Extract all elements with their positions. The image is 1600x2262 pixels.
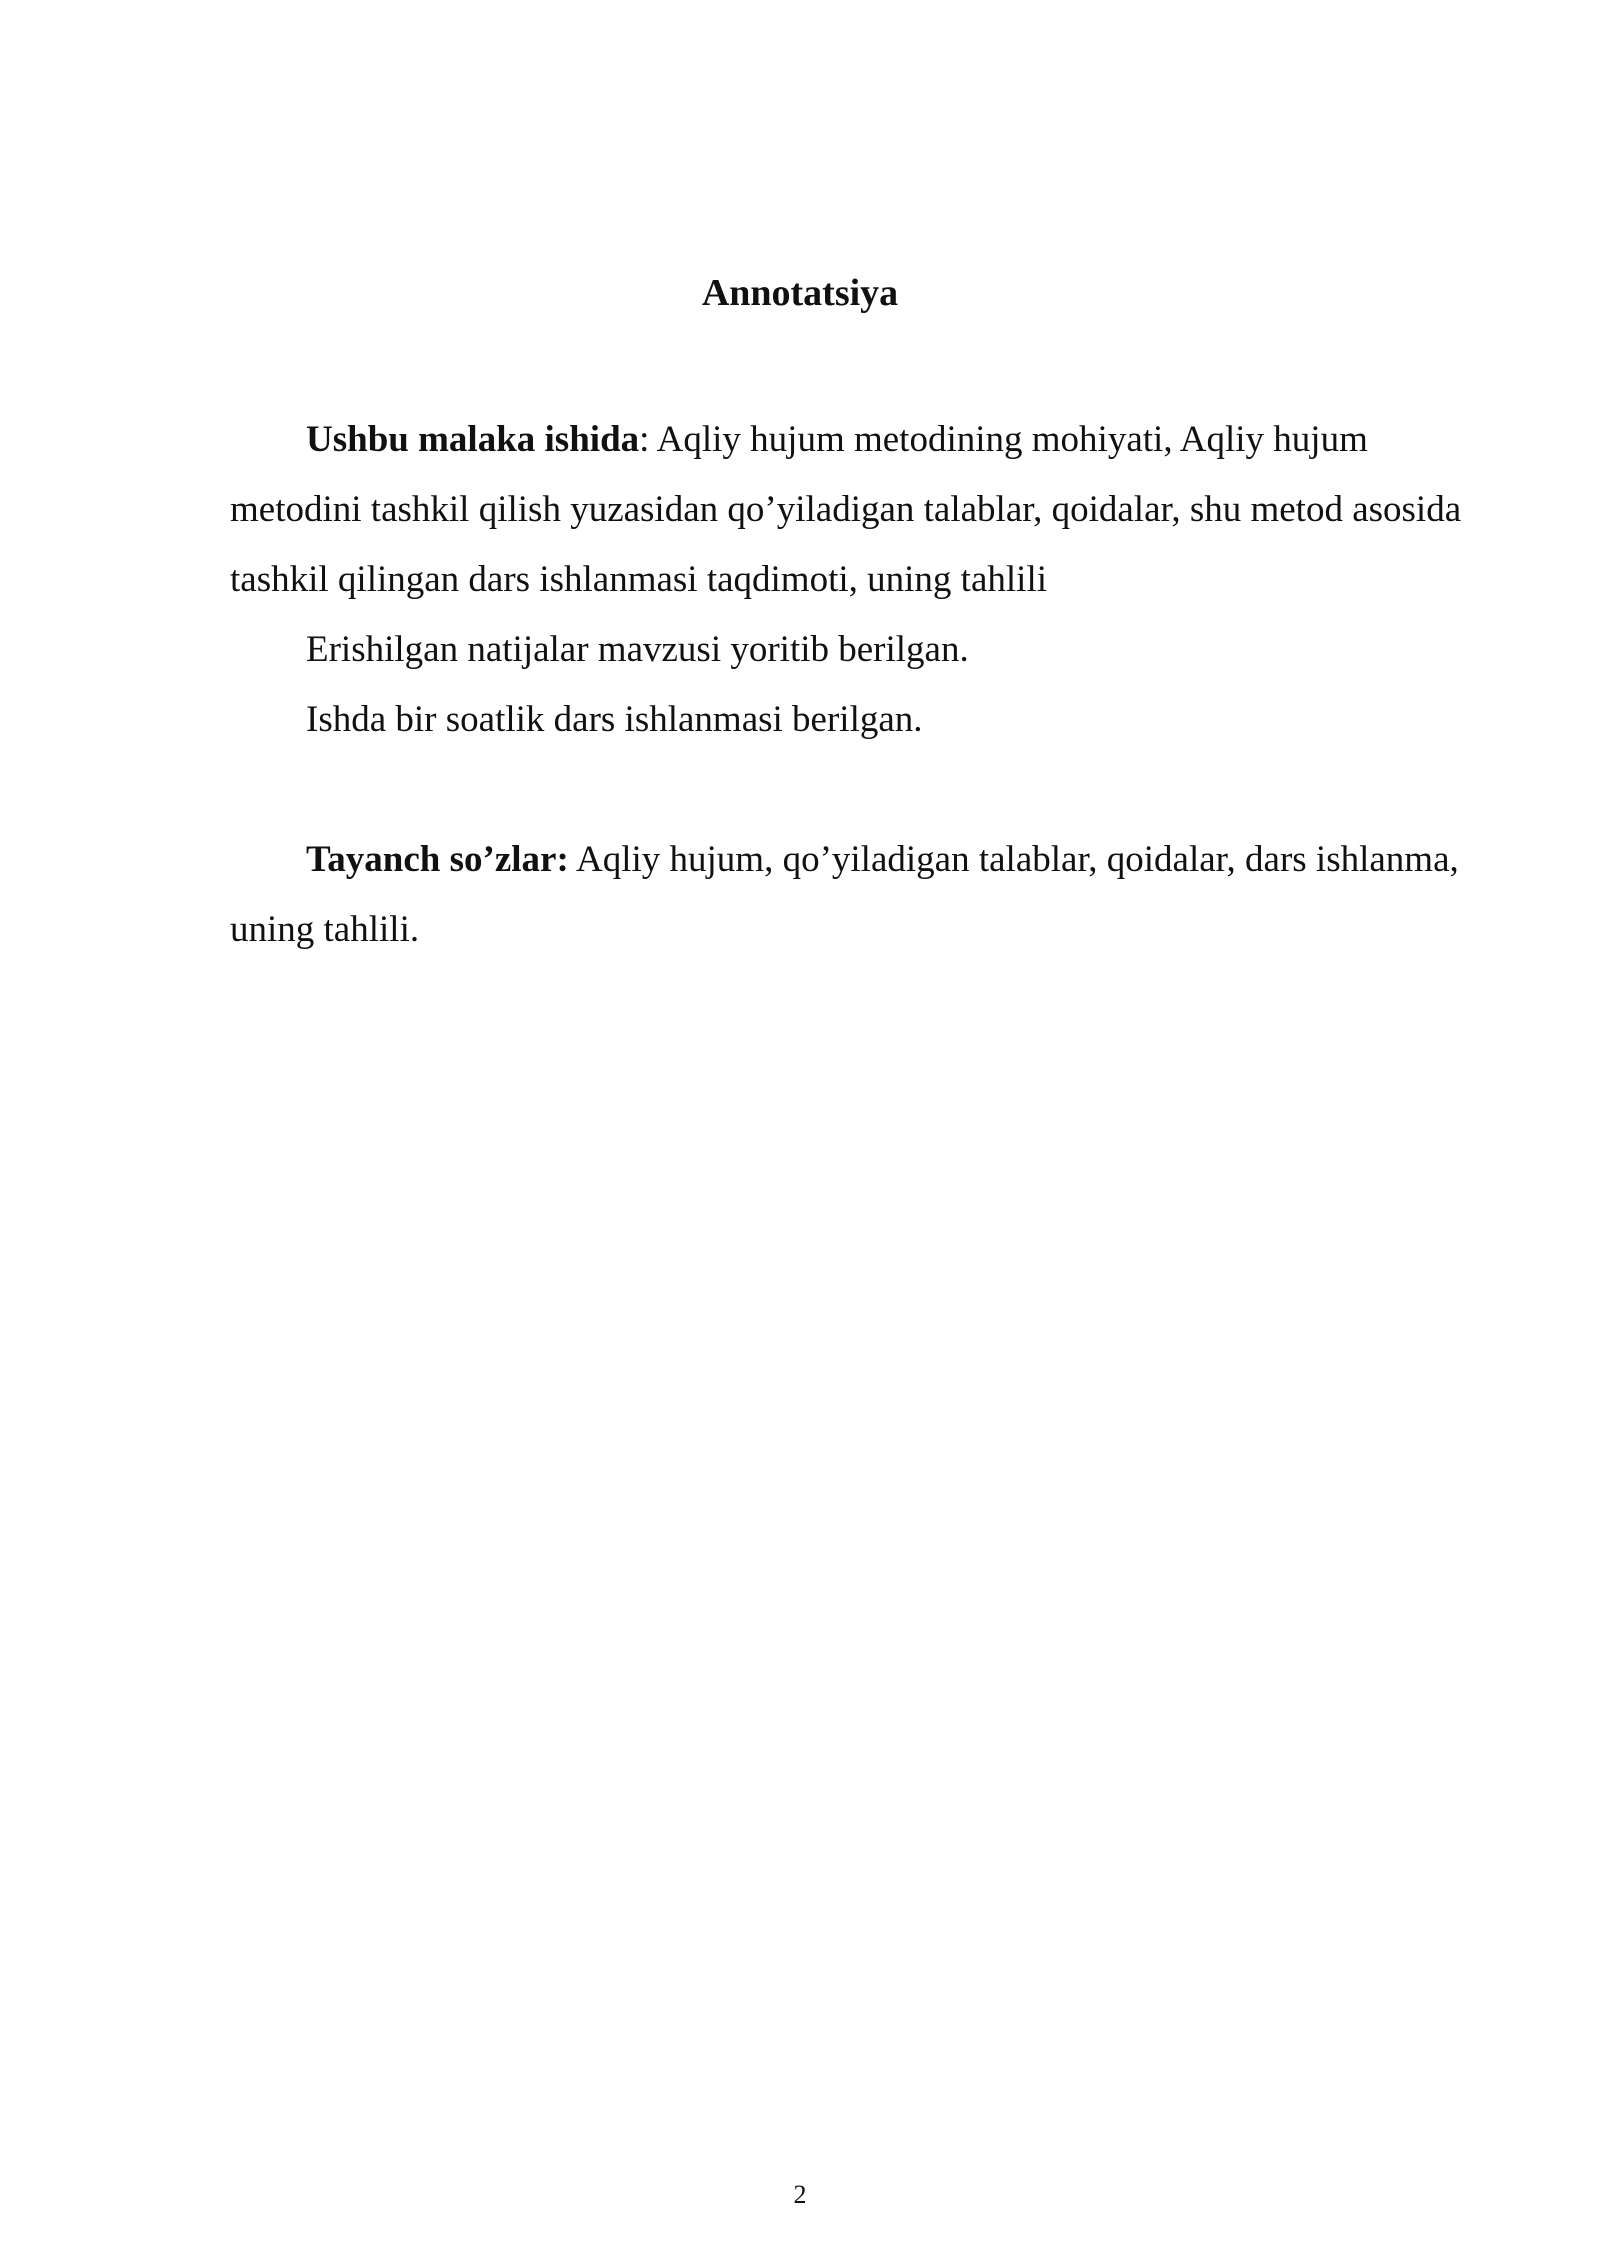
paragraph-results (230, 615, 1480, 685)
page-title: Annotatsiya (701, 272, 899, 314)
summary-text: : Aqliy hujum metodining mohiyati, Aqliy hujum metodini tashkil qilish yuzasidan qo’yiladigan talablar, qoidalar, shu metod asosida tashkil qilingan dars ishlanmasi taqdimoti, uning tahlili (230, 419, 1462, 600)
paragraph-lesson (230, 685, 1480, 755)
page-number: 2 (793, 2180, 807, 2209)
paragraph-summary (230, 405, 1480, 615)
paragraph-keywords (230, 825, 1480, 965)
keywords-text: Aqliy hujum, qo’yiladigan talablar, qoidalar, dars ishlanma, uning tahlili. (230, 839, 1459, 950)
results-text: Erishilgan natijalar mavzusi yoritib berilgan. (306, 629, 969, 670)
annotation-body (230, 405, 1480, 965)
keywords-lead: Tayanch so’zlar: (306, 839, 569, 880)
lesson-text: Ishda bir soatlik dars ishlanmasi berilgan. (306, 699, 923, 740)
summary-lead: Ushbu malaka ishida (306, 419, 640, 460)
